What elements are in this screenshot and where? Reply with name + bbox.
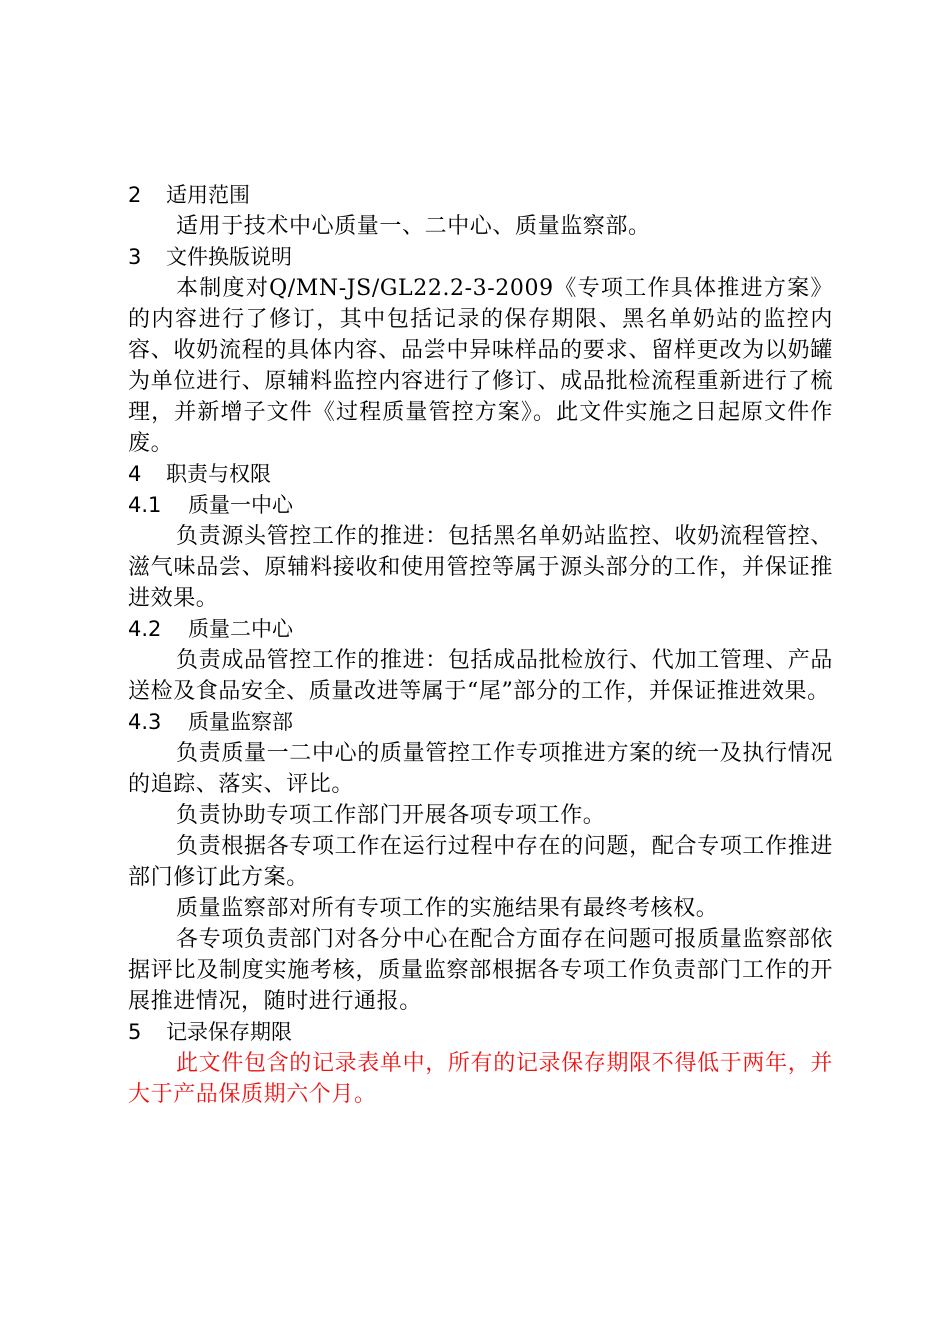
paragraph-supervision-1: 负责质量一二中心的质量管控工作专项推进方案的统一及执行情况的追踪、落实、评比。 [128,741,833,797]
section-number: 5 [128,1020,142,1044]
section-number: 4.2 [128,617,162,641]
section-title: 适用范围 [166,183,250,207]
section-title: 记录保存期限 [166,1020,292,1044]
section-number: 2 [128,183,142,207]
section-heading-3 [128,242,833,273]
section-title: 文件换版说明 [166,245,292,269]
section-number: 4.3 [128,710,162,734]
section-heading-4-3 [128,707,833,738]
paragraph-supervision-2: 负责协助专项工作部门开展各项专项工作。 [176,803,606,828]
section-heading-4-2 [128,614,833,645]
paragraph-center-one: 负责源头管控工作的推进：包括黑名单奶站监控、收奶流程管控、滋气味品尝、原辅料接收和使用管控等属于源头部分的工作，并保证推进效果。 [128,524,833,611]
paragraph-retention-period: 此文件包含的记录表单中，所有的记录保存期限不得低于两年，并大于产品保质期六个月。 [128,1051,833,1107]
section-title: 质量监察部 [188,710,293,734]
section-title: 职责与权限 [166,462,271,486]
section-number: 4.1 [128,493,162,517]
section-heading-5 [128,1017,833,1048]
document-page [128,180,833,1110]
section-heading-4-1 [128,490,833,521]
paragraph-revision-notes: 本制度对Q/MN-JS/GL22.2-3-2009《专项工作具体推进方案》的内容进行了修订，其中包括记录的保存期限、黑名单奶站的监控内容、收奶流程的具体内容、品尝中异味样品的要求、留样更改为以奶罐为单位进行、原辅料监控内容进行了修订、成品批检流程重新进行了梳理，并新增子文件《过程质量管控方案》。此文件实施之日起原文件作废。 [128,276,833,456]
paragraph-supervision-3: 负责根据各专项工作在运行过程中存在的问题，配合专项工作推进部门修订此方案。 [128,834,833,890]
section-heading-2 [128,180,833,211]
paragraph-center-two: 负责成品管控工作的推进：包括成品批检放行、代加工管理、产品送检及食品安全、质量改进等属于“尾”部分的工作，并保证推进效果。 [128,648,833,704]
paragraph-supervision-5: 各专项负责部门对各分中心在配合方面存在问题可报质量监察部依据评比及制度实施考核，质量监察部根据各专项工作负责部门工作的开展推进情况，随时进行通报。 [128,927,833,1014]
section-heading-4 [128,459,833,490]
paragraph-supervision-4: 质量监察部对所有专项工作的实施结果有最终考核权。 [176,896,719,921]
section-title: 质量二中心 [188,617,293,641]
section-title: 质量一中心 [188,493,293,517]
paragraph-scope: 适用于技术中心质量一、二中心、质量监察部。 [176,214,651,239]
section-number: 3 [128,245,142,269]
section-number: 4 [128,462,142,486]
